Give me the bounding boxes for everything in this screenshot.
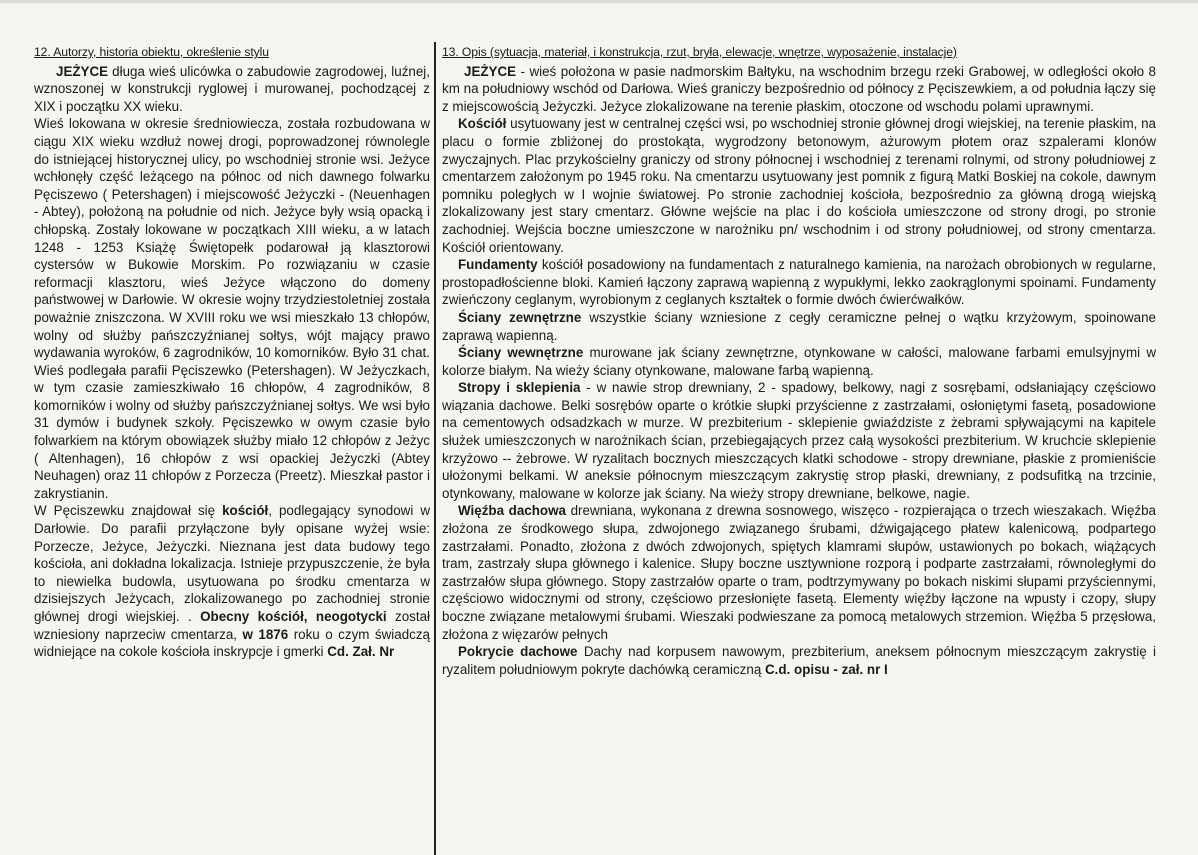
- right-paragraph-external-walls: Ściany zewnętrzne wszystkie ściany wzniesione z cegły ceramiczne pełnej o wątku krzyżowym, spoinowane zaprawą wapienną.: [442, 309, 1156, 343]
- section-13-heading: 13. Opis (sytuacja, materiał, i konstrukcja, rzut, bryła, elewacje, wnętrze, wyposażenie, instalacje): [442, 45, 957, 59]
- right-paragraph-roof-truss: Więźba dachowa drewniana, wykonana z drewna sosnowego, wiszęco - rozpierająca o trzech wieszakach. Więźba złożona ze środkowego słupa, zdwojonego związanego śrubami, dźwigającego płatew kalenicową, podpartego zastrzałami. Ponadto, złożona z dwóch zdwojonych, spiętych klamrami słupów, ustawionych po bokach, wiążących tram, zastrzały słupa głównego i kalenice. Słupy boczne usztywnione rozporą i podparte zastrzałami, równoległymi do zastrzałów słupa głównego. Stopy zastrzałów oparte o tram, podtrzymywany po bokach niskimi słupami przyściennymi, częściowo widocznymi od strony, częściowo przesłonięte fasetą. Elementy więźby łączone na wpusty i czopy, słupy boczne związane metalowymi śrubami. Wieszaki podwieszane za pomocą metalowych strzemion. Więźba 5 przęsłowa, złożona z więzarów pełnych: [442, 503, 1156, 642]
- scan-top-edge: [0, 0, 1198, 3]
- column-divider: [434, 42, 436, 855]
- right-paragraph-foundations: Fundamenty kościół posadowiony na fundamentach z naturalnego kamienia, na narożach obrobionych w regularne, prostopadłościenne bloki. Kamień łączony zaprawą wapienną z wypukłymi, lekko zaokrąglonymi spoinami. Fundamenty zwieńczony ceglanym, wyrobionym z ceglanych kształtek o formie dwóch ćwierćwałków.: [442, 257, 1156, 308]
- left-paragraph-3: W Pęciszewku znajdował się kościół, podlegający synodowi w Darłowie. Do parafii przyłączone były opisane wyżej wsie: Porzecze, Jeżyce, Jeżyczki. Nieznana jest data budowy tego kościoła, ani dokładna lokalizacja. Istnieje przypuszczenie, że była to niewielka budowla, usytuowana po środku cmentarza w dzisiejszych Jeżycach, zlokalizowanego po zachodniej stronie głównej drogi wiejskiej. . Obecny kościół, neogotycki został wzniesiony naprzeciw cmentarza, w 1876 roku o czym świadczą widniejące na cokole kościoła inskrypcje i gmerki Cd. Zał. Nr: [34, 503, 430, 660]
- continuation-note: Cd. Zał. Nr: [327, 644, 395, 660]
- left-paragraph-1: JEŻYCE długa wieś ulicówka o zabudowie zagrodowej, luźnej, wznoszonej w konstrukcji ryglowej i murowanej, pochodzącej z XIX i początku XX wieku.: [34, 63, 430, 114]
- place-name: JEŻYCE: [56, 63, 109, 79]
- left-column: [34, 44, 430, 661]
- right-column: [442, 44, 1156, 678]
- right-paragraph-internal-walls: Ściany wewnętrzne murowane jak ściany zewnętrzne, otynkowane w całości, malowane farbami emulsyjnymi w kolorze białym. Na wieży ściany otynkowane, malowane farbą wapienną.: [442, 345, 1156, 378]
- right-paragraph-location: JEŻYCE - wieś położona w pasie nadmorskim Bałtyku, na wschodnim brzegu rzeki Grabowej, w odległości około 8 km na południowy wschód od Darłowa. Wieś graniczy bezpośrednio od północy z Pęciszewkiem, a od południa łączy się z miejscowością Jeżyczki. Jeżyce zlokalizowane na terenie płaskim, otoczone od wschodu polami uprawnymi.: [442, 63, 1156, 114]
- left-paragraph-2: Wieś lokowana w okresie średniowiecza, została rozbudowana w ciągu XIX wieku wzdłuż nowej drogi, poprowadzonej równolegle do istniejącej historycznej ulicy, po wschodniej stronie wsi. Jeżyce wchłonęły część leżącego na północ od nich dawnego folwarku Pęciszewo ( Petershagen) i miejscowość Jeżyczki - (Neuenhagen - Abtey), położoną na południe od nich. Jeżyce były wsią opacką i chłopską. Zostały lokowane w początkach XIII wieku, a w latach 1248 - 1253 Książę Świętopełk podarował ją klasztorowi cystersów w Bukowie Morskim. Po rozwiązaniu w czasie reformacji klasztoru, wieś Jeżyce włączono do domeny państwowej w Darłowie. W okresie wojny trzydziestoletniej została poważnie zniszczona. W XVIII roku we wsi mieszkało 13 chłopów, wolny od służby pańszczyźnianej sołtys, wójt mający prawo wydawania wyroków, 6 zagrodników, 10 komorników. Było 31 chat. Wieś podlegała parafii Pęciszewko (Petershagen). W Jeżyczkach, w tym czasie zamieszkiwało 16 chłopów, 4 zagrodników, 8 komorników i wolny od służby pańszczyźnianej sołtys. We wsi było 31 dymów i budynek szkoły. Pęciszewko w owym czasie było folwarkiem na którym obowiązek służby miało 12 chłopów z Jeżyc ( Altenhagen), 16 chłopów z wsi opackiej Jeżyczki (Abtey Neuhagen) oraz 11 chłopów z Porzecza (Preetz). Mieszkał pastor i zakrystianin.: [34, 116, 430, 501]
- section-12-heading: 12. Autorzy, historia obiektu, określenie stylu: [34, 45, 269, 59]
- right-paragraph-ceilings: Stropy i sklepienia - w nawie strop drewniany, 2 - spadowy, belkowy, nagi z sosrębami, odsłaniający częściowo wiązania dachowe. Belki sosrębów oparte o krótkie słupki przyścienne z zastrzałami, osłoniętymi fasetą, posadowione na cementowych odsadzkach w murze. W prezbiterium - sklepienie gwiaździste z żebrami spływającymi na kapitele służek umieszczonych w narożnikach ścian, przebiegających przez całą wysokości prezbiterium. W kruchcie sklepienie krzyżowo -- żebrowe. W ryzalitach bocznych mieszczących klatki schodowe - stropy drewniane, płaskie z promieniście ułożonymi belkami. W aneksie północnym mieszczącym zakrystię strop płaski, drewniany, z podsufitką na trzcinie, otynkowany, malowane w kolorze jak ściany. Na wieży stropy drewniane, belkowe, nagie.: [442, 380, 1156, 501]
- right-paragraph-roofing: Pokrycie dachowe Dachy nad korpusem nawowym, prezbiterium, aneksem północnym mieszczącym zakrystię i ryzalitem południowym pokryte dachówką ceramiczną C.d. opisu - zał. nr I: [442, 644, 1156, 677]
- continuation-note: C.d. opisu - zał. nr I: [765, 661, 888, 677]
- right-paragraph-church: Kościół usytuowany jest w centralnej części wsi, po wschodniej stronie głównej drogi wiejskiej, na terenie płaskim, na placu o formie zbliżonej do prostokąta, wygrodzony betonowym, ażurowym płotem oraz szpalerami klonów zwyczajnych. Plac przykościelny graniczy od strony północnej i wschodniej z terenami rolnymi, od strony południowej z cmentarzem założonym po 1945 roku. Na cmentarzu usytuowany jest pomnik z figurą Matki Boskiej na cokole, dawnym pomniku poległych w I wojnie światowej. Po stronie zachodniej kościoła, bezpośrednio za główną drogą wiejską zlokalizowany jest stary cmentarz. Główne wejście na plac i do kościoła umieszczone od strony drogi, po stronie zachodniej. Wejścia boczne umieszczone w narożniku pn/ wschodnim i od strony południowej, od strony cmentarza. Kościół orientowany.: [442, 116, 1156, 255]
